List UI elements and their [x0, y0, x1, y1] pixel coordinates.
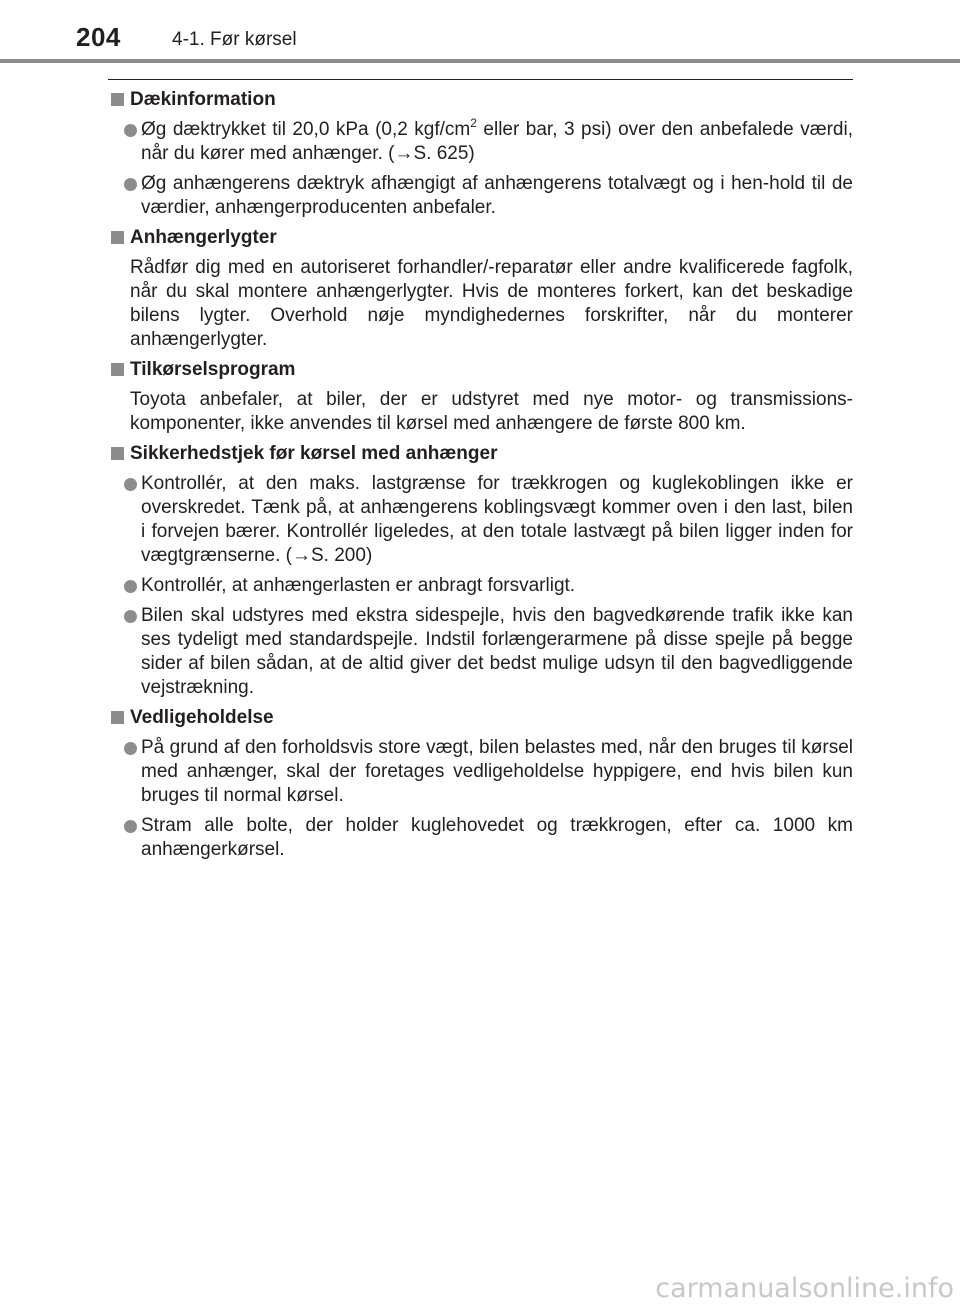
section-heading [108, 88, 853, 112]
list-item-text: Bilen skal udstyres med ekstra sidespejle, hvis den bagvedkørende trafik ikke kan ses tydeligt med standardspejle. Indstil forlængerarmene på disse spejle på begge sider af bilen sådan, at de altid giver det bedst mulige udsyn til den bagvedliggende vejstrækning. [141, 605, 853, 698]
list-item-text: Kontrollér, at den maks. lastgrænse for trækkrogen og kuglekoblingen ikke er overskredet. Tænk på, at anhængerens koblingsvægt kommer oven i den last, bilen i forvejen bærer. Kontrollér ligeledes, at den totale lastvægt på bilen ligger inden for vægtgrænserne. (→S. 200) [141, 473, 853, 566]
list-item [108, 604, 853, 700]
list-item [108, 574, 853, 598]
section-heading [108, 442, 853, 466]
section-heading-text: Vedligeholdelse [130, 707, 274, 728]
list-item-text: Kontrollér, at anhængerlasten er anbragt forsvarligt. [141, 575, 576, 596]
list-item-text: Øg anhængerens dæktryk afhængigt af anhængerens totalvægt og i hen-hold til de værdier, anhængerproducenten anbefaler. [141, 173, 853, 218]
section-heading-text: Tilkørselsprogram [130, 359, 296, 380]
list-item-text: eller bar, 3 psi) over den anbefalede værdi, når du kører med anhænger. (→S. 625) [141, 119, 853, 164]
page-content [108, 88, 853, 862]
square-bullet-icon [111, 447, 124, 460]
section-heading-text: Dækinformation [130, 89, 276, 110]
content-rule [108, 79, 853, 80]
list-item [108, 736, 853, 808]
section-heading [108, 226, 853, 250]
circle-bullet-icon [124, 820, 137, 833]
circle-bullet-icon [124, 610, 137, 623]
list-item [108, 814, 853, 862]
list-item [108, 118, 853, 166]
circle-bullet-icon [124, 580, 137, 593]
square-bullet-icon [111, 231, 124, 244]
circle-bullet-icon [124, 178, 137, 191]
superscript: 2 [470, 116, 477, 130]
circle-bullet-icon [124, 478, 137, 491]
square-bullet-icon [111, 711, 124, 724]
watermark: carmanualsonline.info [655, 1273, 954, 1304]
paragraph: Rådfør dig med en autoriseret forhandler/-reparatør eller andre kvalificerede fagfolk, når du skal montere anhængerlygter. Hvis de monteres forkert, kan det beskadige bilens lygter. Overhold nøje myndighedernes forskrifter, når du monterer anhængerlygter. [130, 257, 853, 350]
square-bullet-icon [111, 93, 124, 106]
list-item-text: Stram alle bolte, der holder kuglehovedet og trækkrogen, efter ca. 1000 km anhængerkørsel. [141, 815, 853, 860]
section-heading-text: Sikkerhedstjek før kørsel med anhænger [130, 443, 498, 464]
list-item [108, 172, 853, 220]
header-rule [0, 59, 960, 63]
list-item [108, 472, 853, 568]
circle-bullet-icon [124, 742, 137, 755]
section-heading-text: Anhængerlygter [130, 227, 277, 248]
page-number: 204 [76, 22, 121, 52]
paragraph: Toyota anbefaler, at biler, der er udstyret med nye motor- og transmissions-komponenter, ikke anvendes til kørsel med anhængere de første 800 km. [130, 389, 853, 434]
section-title: 4-1. Før kørsel [172, 29, 297, 50]
section-heading [108, 358, 853, 382]
section-heading [108, 706, 853, 730]
list-item-text: På grund af den forholdsvis store vægt, bilen belastes med, når den bruges til kørsel med anhænger, skal der foretages vedligeholdelse hyppigere, end hvis bilen kun bruges til normal kørsel. [141, 737, 853, 806]
square-bullet-icon [111, 363, 124, 376]
list-item-text: Øg dæktrykket til 20,0 kPa (0,2 kgf/cm [141, 119, 471, 140]
circle-bullet-icon [124, 124, 137, 137]
